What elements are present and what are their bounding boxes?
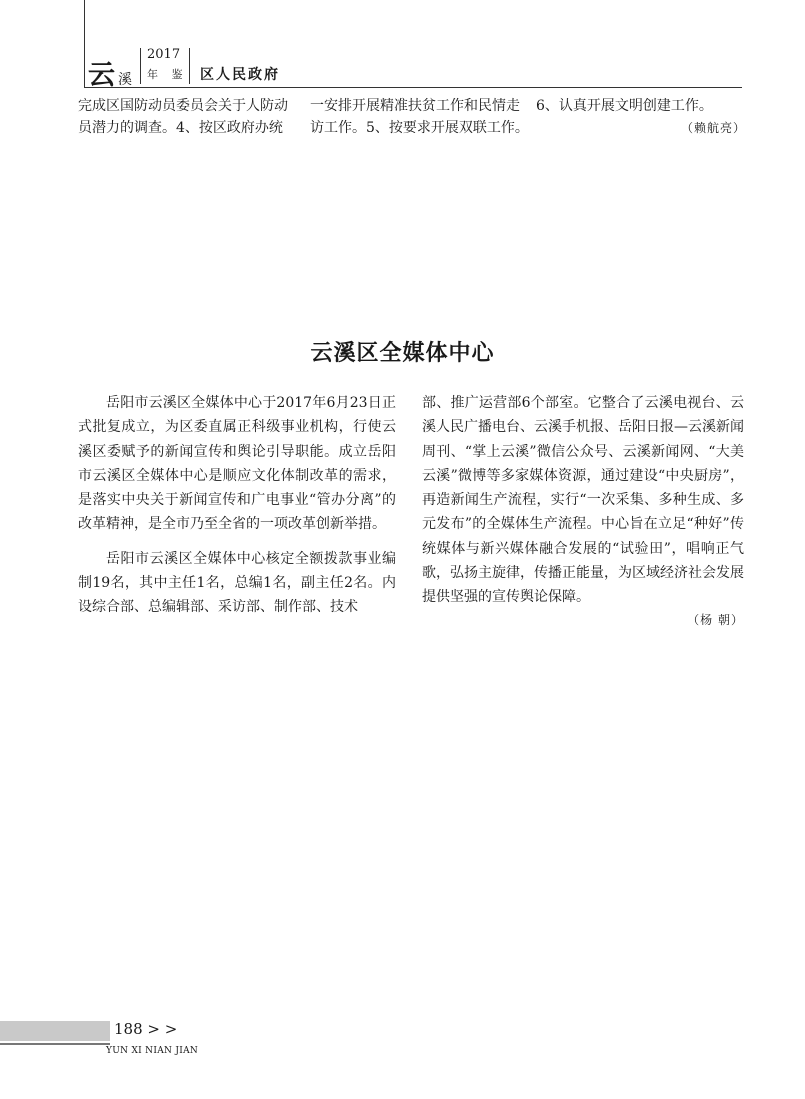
header-rule bbox=[84, 87, 742, 88]
header-year: 2017 bbox=[147, 47, 181, 62]
continuation-author: （赖航亮） bbox=[680, 120, 746, 135]
article-author: （杨 朝） bbox=[687, 612, 744, 627]
article-paragraph: 岳阳市云溪区全媒体中心于2017年6月23日正式批复成立，为区委直属正科级事业机构，行使云溪区委赋予的新闻宣传和舆论引导职能。成立岳阳市云溪区全媒体中心是顺应文化体制改革的需求，是落实中央关于新闻宣传和广电事业“管办分离”的改革精神，是全市乃至全省的一项改革创新举措。 bbox=[78, 395, 396, 533]
header-section: 区人民政府 bbox=[200, 67, 280, 83]
article-paragraph: 岳阳市云溪区全媒体中心核定全额拨款事业编制19名，其中主任1名，总编1名，副主任2名。内设综合部、总编辑部、采访部、制作部、技术 bbox=[78, 550, 396, 616]
footer-line bbox=[0, 1043, 110, 1045]
header-logo-sub: 溪 bbox=[118, 72, 133, 88]
article-paragraph-continued: 部、推广运营部6个部室。它整合了云溪电视台、云溪人民广播电台、云溪手机报、岳阳日报—云溪新闻周刊、“掌上云溪”微信公众号、云溪新闻网、“大美云溪”微博等多家媒体资源，通过建设“中央厨房”，再造新闻生产流程，实行“一次采集、多种生成、多元发布”的全媒体生产流程。中心旨在立足“种好”传统媒体与新兴媒体融合发展的“试验田”，唱响正气歌，弘扬主旋律，传播正能量，为区域经济社会发展提供坚强的宣传舆论保障。 bbox=[422, 395, 744, 606]
header-vertical-rule bbox=[84, 0, 85, 88]
continuation-col-1: 完成区国防动员委员会关于人防动员潜力的调查。4、按区政府办统 bbox=[78, 98, 288, 136]
header-logo bbox=[88, 53, 133, 92]
header-logo-char: 云 bbox=[88, 60, 116, 91]
continuation-col-2: 一安排开展精准扶贫工作和民情走访工作。5、按要求开展双联工作。 bbox=[310, 98, 529, 136]
article-column-right bbox=[422, 391, 744, 630]
page-number: 188 > > bbox=[114, 1020, 178, 1038]
header-yearbook: 年 鉴 bbox=[147, 68, 188, 81]
footer-bar bbox=[0, 1021, 110, 1041]
footer-book-name: YUN XI NIAN JIAN bbox=[106, 1046, 199, 1056]
header-separator bbox=[189, 48, 190, 84]
continuation-col-3 bbox=[536, 96, 746, 139]
article-column-left bbox=[78, 391, 396, 620]
article-title: 云溪区全媒体中心 bbox=[310, 341, 495, 366]
header-separator bbox=[140, 48, 141, 84]
continuation-text: 6、认真开展文明创建工作。 bbox=[536, 98, 713, 114]
